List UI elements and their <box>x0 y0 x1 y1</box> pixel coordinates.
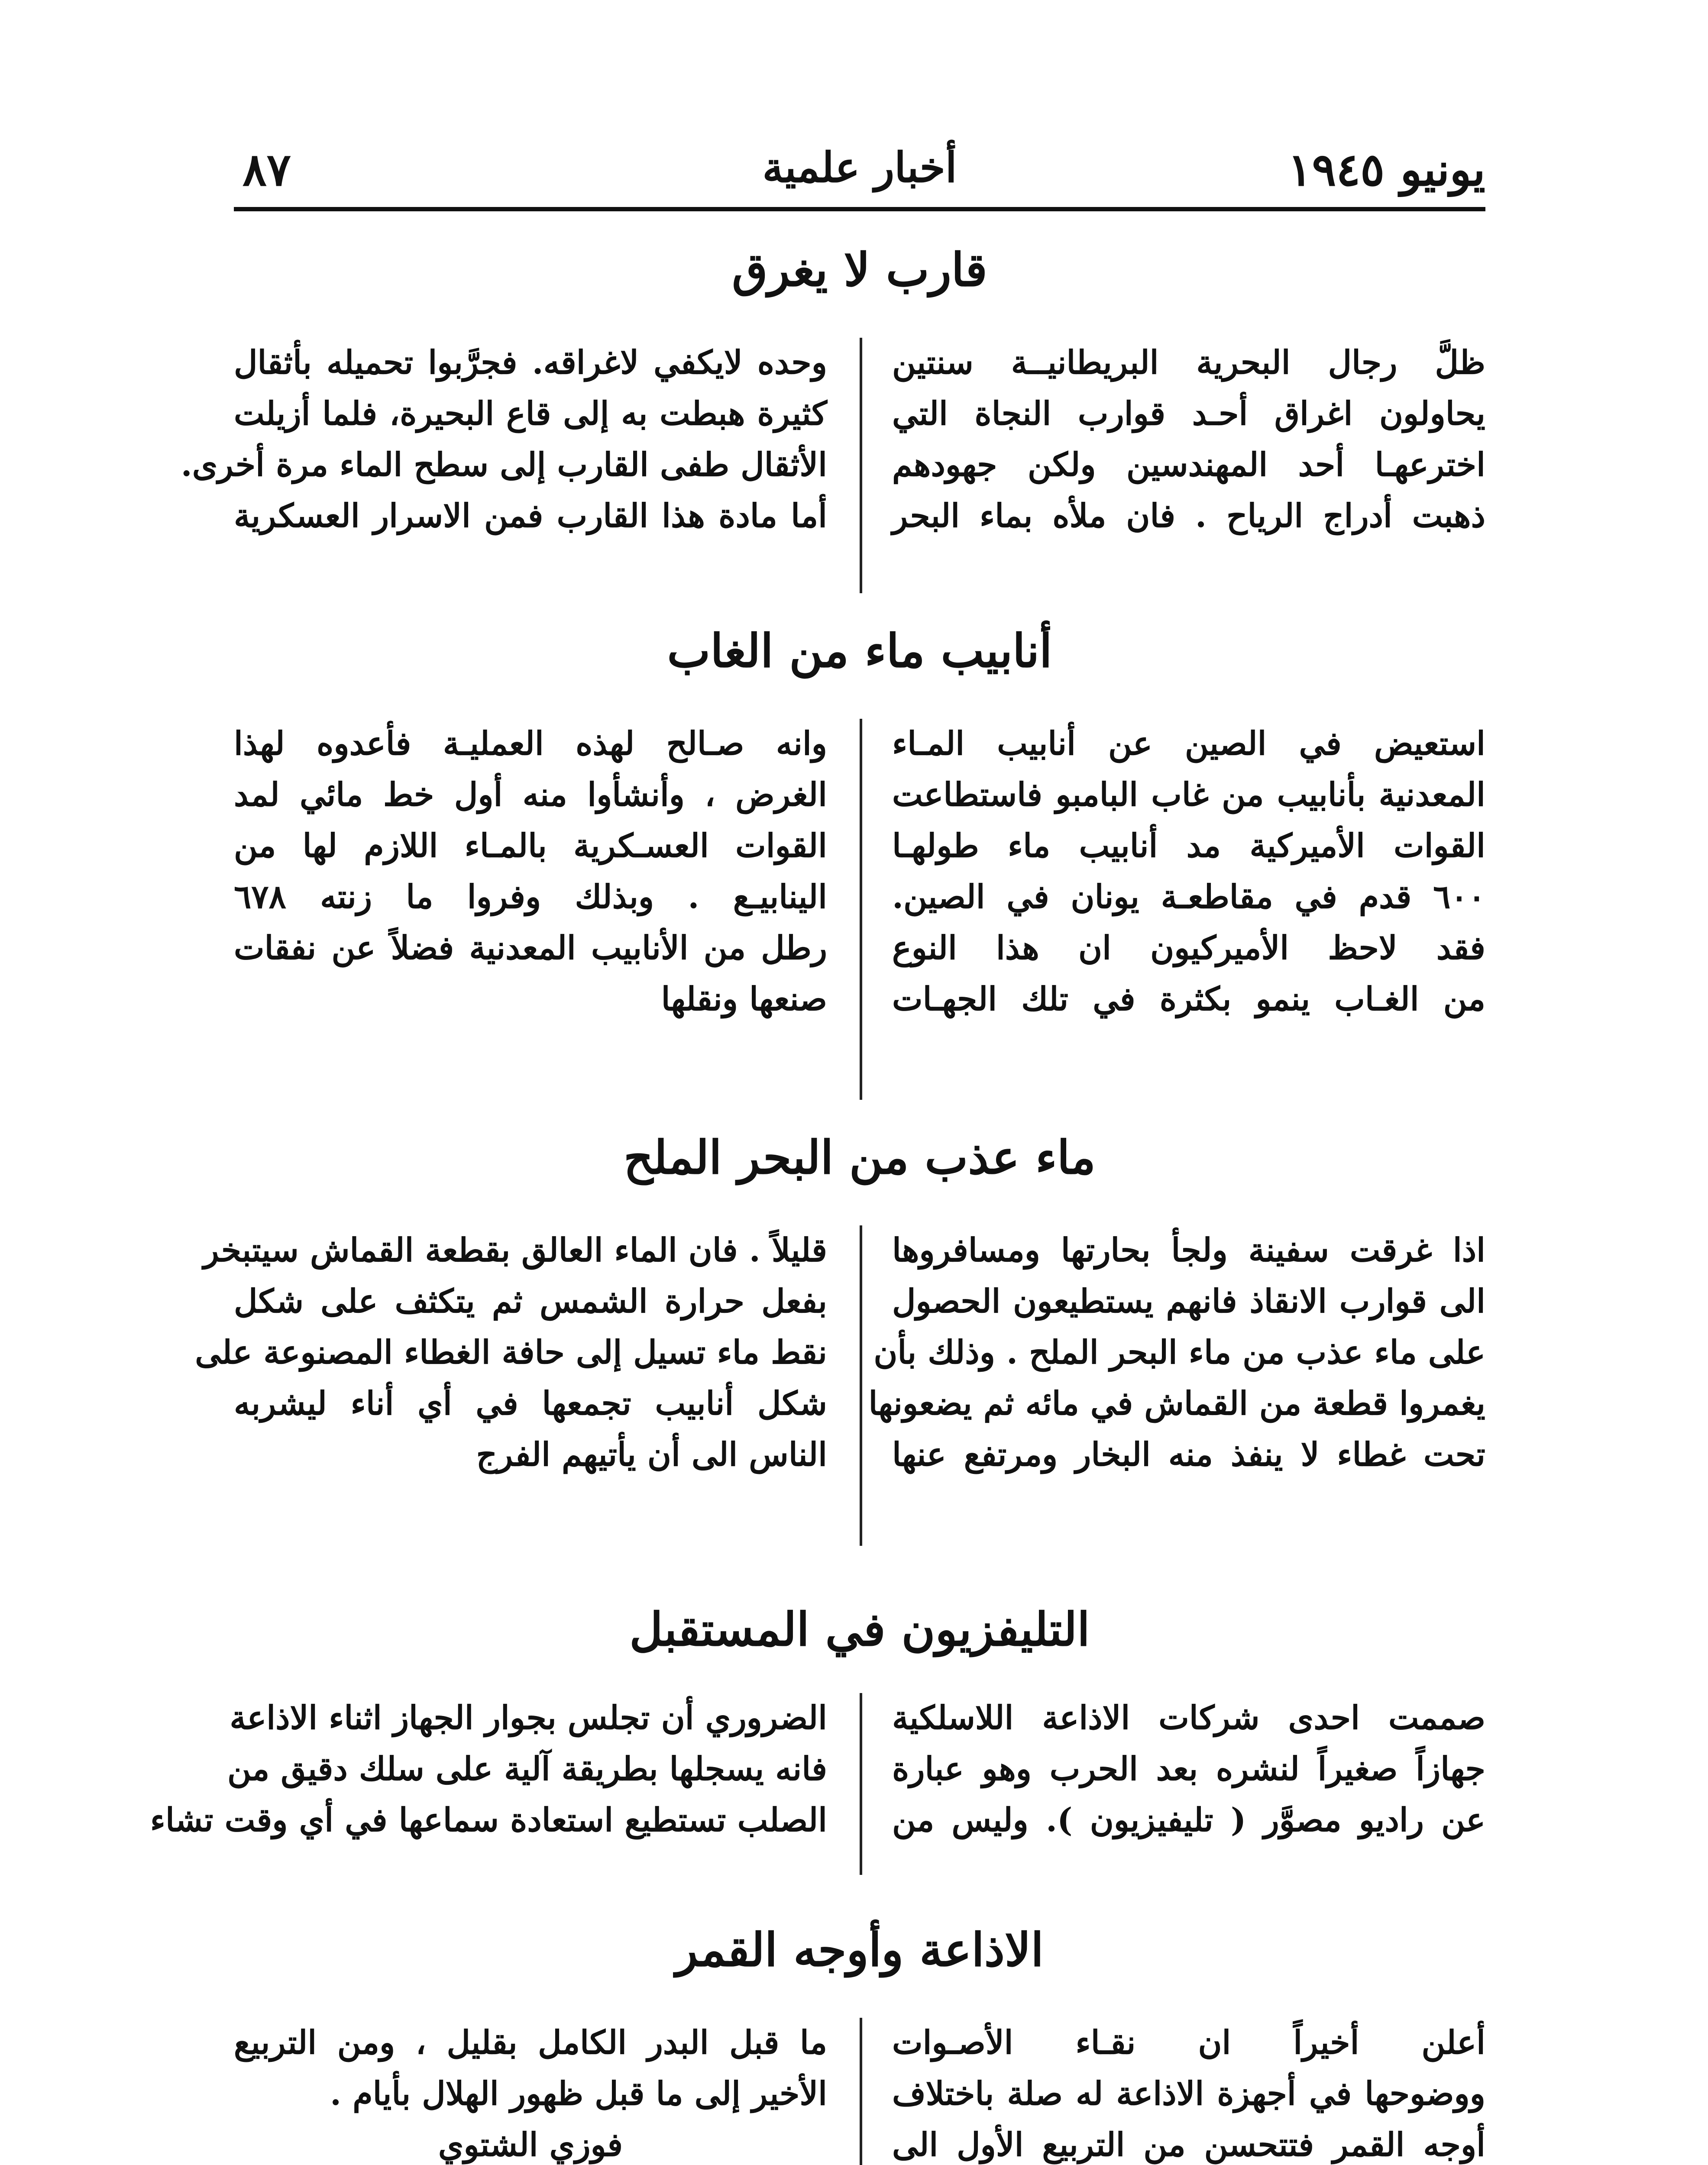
author-signature: فوزي الشتوي <box>438 2126 623 2164</box>
article-column-right <box>868 1231 1485 1490</box>
text-line: اذا غرقت سفينة ولجأ بحارتها ومسافروها <box>892 1231 1485 1269</box>
text-line: وحده لايكفي لاغراقه. فجرَّبوا تحميله بأثقال <box>234 343 827 381</box>
column-divider <box>860 2018 862 2165</box>
article-column-left <box>181 343 827 551</box>
text-line: صنعها ونقلها <box>661 980 827 1018</box>
text-line: على ماء عذب من ماء البحر الملح . وذلك بأن <box>873 1333 1485 1371</box>
text-line: ما قبل البدر الكامل بقليل ، ومن التربيع <box>234 2023 827 2062</box>
text-line: شكل أنابيب تجمعها في أي أناء ليشربه <box>234 1384 827 1422</box>
text-line: الناس الى أن يأتيهم الفرج <box>476 1435 827 1473</box>
text-line: وانه صـالح لهذه العمليـة فأعدوه لهذا <box>234 724 827 763</box>
text-line: جهازاً صغيراً لنشره بعد الحرب وهو عبارة <box>892 1750 1485 1788</box>
article-column-right <box>892 2023 1485 2165</box>
issue-date: يونيو ١٩٤٥ <box>1287 143 1485 196</box>
text-line: عن راديو مصوَّر ( تليفيزيون ). وليس من <box>892 1801 1485 1839</box>
column-divider <box>860 1225 862 1546</box>
text-line: كثيرة هبطت به إلى قاع البحيرة، فلما أزيلت <box>234 394 827 433</box>
text-line: تحت غطاء لا ينفذ منه البخار ومرتفع عنها <box>892 1435 1485 1473</box>
text-line: اخترعهـا أحد المهندسين ولكن جهودهم <box>892 446 1485 484</box>
text-line: القوات الأميركية مد أنابيب ماء طولهـا <box>892 827 1485 865</box>
article-title: الاذاعة وأوجه القمر <box>676 1923 1044 1977</box>
text-line: الينابيـع . وبذلك وفروا ما زنته ٦٧٨ <box>234 878 827 916</box>
text-line: فقد لاحظ الأميركيون ان هذا النوع <box>892 929 1485 967</box>
text-line: المعدنية بأنابيب من غاب البامبو فاستطاعت <box>892 776 1485 814</box>
text-line: ووضوحها في أجهزة الاذاعة له صلة باختلاف <box>892 2075 1485 2113</box>
page-number: ٨٧ <box>243 143 291 196</box>
article-title: التليفزيون في المستقبل <box>629 1602 1090 1656</box>
text-line: الأخير إلى ما قبل ظهور الهلال بأيام . <box>330 2075 827 2113</box>
text-line: قليلاً . فان الماء العالق بقطعة القماش سيتبخر <box>203 1231 827 1269</box>
article-title: ماء عذب من البحر الملح <box>624 1130 1096 1184</box>
text-line: الضروري أن تجلس بجوار الجهاز اثناء الاذاعة <box>230 1699 827 1737</box>
article-column-right <box>892 343 1485 551</box>
text-line: رطل من الأنابيب المعدنية فضلاً عن نفقات <box>234 929 827 967</box>
text-line: الى قوارب الانقاذ فانهم يستطيعون الحصول <box>892 1282 1485 1320</box>
article-column-left <box>195 1231 827 1490</box>
article-title: قارب لا يغرق <box>732 242 987 297</box>
text-line: استعيض في الصين عن أنابيب المـاء <box>892 724 1485 763</box>
column-divider <box>860 1693 862 1875</box>
article-column-right <box>892 1699 1485 1855</box>
header-rule <box>234 207 1485 211</box>
text-line: الأثقال طفى القارب إلى سطح الماء مرة أخرى. <box>181 446 827 484</box>
section-heading: أخبار علمية <box>762 143 957 192</box>
page-header <box>234 143 1485 195</box>
article-column-left <box>234 2023 827 2165</box>
text-line: يحاولون اغراق أحـد قوارب النجاة التي <box>892 394 1485 433</box>
article-column-right <box>892 724 1485 1034</box>
text-line: الصلب تستطيع استعادة سماعها في أي وقت تشاء <box>150 1801 827 1839</box>
text-line: نقط ماء تسيل إلى حافة الغطاء المصنوعة على <box>195 1333 827 1371</box>
text-line: الغرض ، وأنشأوا منه أول خط مائي لمد <box>234 776 827 814</box>
text-line: بفعل حرارة الشمس ثم يتكثف على شكل <box>234 1282 827 1320</box>
text-line: القوات العسـكرية بالمـاء اللازم لها من <box>234 827 827 865</box>
text-line: ظلَّ رجال البحرية البريطانيــة سنتين <box>892 343 1485 381</box>
text-line: أما مادة هذا القارب فمن الاسرار العسكرية <box>234 497 827 535</box>
text-line: أعلن أخيراً ان نقـاء الأصـوات <box>892 2023 1485 2062</box>
text-line: ذهبت أدراج الرياح . فان ملأه بماء البحر <box>892 497 1485 535</box>
text-line: صممت احدى شركات الاذاعة اللاسلكية <box>892 1699 1485 1737</box>
article-column-left <box>234 724 827 1034</box>
text-line: يغمروا قطعة من القماش في مائه ثم يضعونها <box>868 1384 1485 1422</box>
text-line: من الغـاب ينمو بكثرة في تلك الجهـات <box>892 980 1485 1018</box>
text-line: ٦٠٠ قدم في مقاطعـة يونان في الصين. <box>892 878 1485 916</box>
text-line: فانه يسجلها بطريقة آلية على سلك دقيق من <box>227 1750 827 1788</box>
column-divider <box>860 338 862 593</box>
article-title: أنابيب ماء من الغاب <box>667 624 1052 678</box>
text-line: أوجه القمر فتتحسن من التربيع الأول الى <box>892 2126 1485 2164</box>
article-column-left <box>150 1699 827 1855</box>
column-divider <box>860 719 862 1100</box>
